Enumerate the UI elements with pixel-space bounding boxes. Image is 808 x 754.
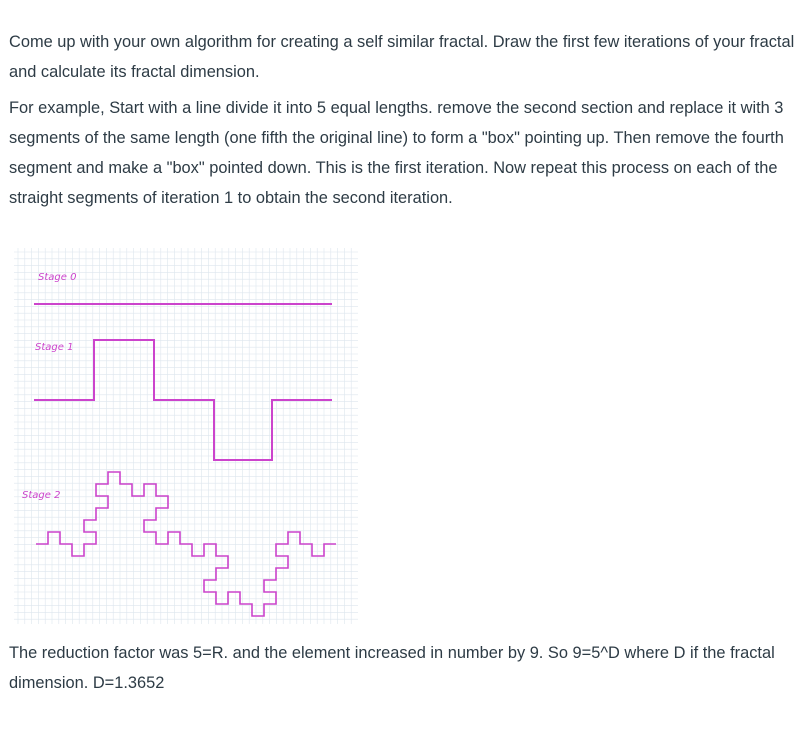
stage-0-label: Stage 0	[38, 272, 77, 283]
question-paragraph-2: For example, Start with a line divide it into 5 equal lengths. remove the second section and replace it with 3 segments of the same length (one fifth the original line) to form a "box" pointing up. Then remove the fourth segment and make a "box" pointed down. This is the first iteration. Now repeat this process on each of the straight segments of iteration 1 to obtain the second iteration.	[9, 99, 784, 207]
stage-2-curve	[36, 472, 336, 616]
stage-1-label: Stage 1	[35, 342, 74, 353]
answer-paragraph: The reduction factor was 5=R. and the element increased in number by 9. So 9=5^D where D if the fractal dimension. D=1.3652	[9, 644, 775, 692]
fractal-sketch-image	[14, 248, 358, 624]
stage-2-label: Stage 2	[22, 490, 61, 501]
stage-1-curve	[34, 340, 332, 460]
question-paragraph-1: Come up with your own algorithm for creating a self similar fractal. Draw the first few iterations of your fractal and calculate its fractal dimension.	[9, 33, 795, 81]
